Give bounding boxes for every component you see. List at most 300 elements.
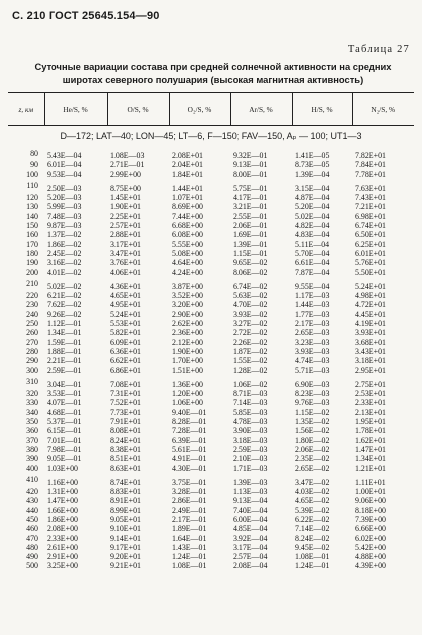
- table-row: [8, 240, 414, 249]
- cell-o2: 8.69E+00: [172, 202, 203, 212]
- cell-o2: 3.75E—01: [172, 477, 207, 487]
- cell-he: 2.61E+00: [47, 542, 78, 552]
- table-row: [8, 258, 414, 267]
- col-header-o: O/S, %: [107, 93, 169, 126]
- cell-o2: 4.64E+00: [172, 258, 203, 268]
- table-row: [8, 506, 414, 515]
- cell-he: 3.25E+00: [47, 561, 78, 571]
- cell-n2: 2.75E+01: [355, 379, 386, 389]
- cell-n2: 6.66E+00: [355, 524, 386, 534]
- cell-ar: 3.90E—03: [233, 426, 268, 436]
- cell-h: 5.70E—04: [295, 248, 330, 258]
- cell-o: 8.75E+00: [110, 183, 141, 193]
- cell-n2: 2.53E+01: [355, 389, 386, 399]
- cell-h: 6.22E—02: [295, 514, 330, 524]
- cell-altitude: 310: [26, 377, 38, 387]
- col-header-ar: Ar/S, %: [230, 93, 292, 126]
- cell-h: 5.11E—04: [295, 239, 330, 249]
- cell-o2: 1.89E—01: [172, 524, 207, 534]
- cell-o2: 2.62E+00: [172, 319, 203, 329]
- cell-ar: 3.18E—03: [233, 435, 268, 445]
- cell-h: 3.93E—03: [295, 346, 330, 356]
- cell-h: 8.73E—05: [295, 160, 330, 170]
- cell-he: 1.66E+00: [47, 505, 78, 515]
- cell-he: 6.15E—01: [47, 426, 82, 436]
- cell-o2: 1.51E+00: [172, 365, 203, 375]
- cell-o: 6.86E+01: [110, 365, 141, 375]
- cell-altitude: 420: [26, 487, 38, 497]
- cell-o: 1.90E+01: [110, 202, 141, 212]
- cell-o2: 2.12E+00: [172, 337, 203, 347]
- table-row: [8, 561, 414, 570]
- cell-o2: 1.64E—01: [172, 533, 207, 543]
- cell-altitude: 240: [26, 309, 38, 319]
- table-row: [8, 338, 414, 347]
- cell-o2: 1.70E+00: [172, 356, 203, 366]
- cell-o: 9.05E+01: [110, 514, 141, 524]
- table-row: [8, 408, 414, 417]
- cell-h: 8.24E—02: [295, 533, 330, 543]
- cell-o2: 3.20E+00: [172, 300, 203, 310]
- table-row: [8, 221, 414, 230]
- cell-he: 9.87E—03: [47, 221, 82, 231]
- cell-n2: 7.21E+01: [355, 202, 386, 212]
- cell-n2: 5.42E+00: [355, 542, 386, 552]
- cell-o: 7.31E+01: [110, 389, 141, 399]
- cell-o2: 2.49E—01: [172, 505, 207, 515]
- table-row: [8, 277, 414, 291]
- cell-ar: 1.06E—02: [233, 379, 268, 389]
- cell-n2: 7.63E+01: [355, 183, 386, 193]
- cell-ar: 3.92E—04: [233, 533, 268, 543]
- cell-n2: 6.25E+01: [355, 239, 386, 249]
- cell-o: 9.21E+01: [110, 561, 141, 571]
- cell-n2: 8.18E+00: [355, 505, 386, 515]
- cell-altitude: 200: [26, 267, 38, 277]
- cell-ar: 7.14E—03: [233, 398, 268, 408]
- cell-he: 1.37E—02: [47, 230, 82, 240]
- table-row: [8, 328, 414, 337]
- table-number: Таблица 27: [347, 44, 410, 55]
- cell-o: 4.65E+01: [110, 291, 141, 301]
- cell-ar: 2.26E—02: [233, 337, 268, 347]
- cell-o: 8.74E+01: [110, 477, 141, 487]
- cell-n2: 1.11E+01: [355, 477, 386, 487]
- cell-n2: 6.50E+01: [355, 230, 386, 240]
- cell-n2: 6.02E+00: [355, 533, 386, 543]
- cell-o2: 5.55E+00: [172, 239, 203, 249]
- cell-ar: 5.63E—02: [233, 291, 268, 301]
- table-row: [8, 464, 414, 473]
- table-row: [8, 543, 414, 552]
- cell-h: 5.71E—03: [295, 365, 330, 375]
- cell-altitude: 250: [26, 319, 38, 329]
- cell-o: 8.99E+01: [110, 505, 141, 515]
- cell-o: 4.06E+01: [110, 267, 141, 277]
- cell-o2: 3.52E+00: [172, 291, 203, 301]
- cell-he: 1.34E—01: [47, 328, 82, 338]
- cell-ar: 2.57E—04: [233, 552, 268, 562]
- cell-h: 5.02E—04: [295, 211, 330, 221]
- cell-o: 9.10E+01: [110, 524, 141, 534]
- table-row: [8, 212, 414, 221]
- cell-he: 4.68E—01: [47, 407, 82, 417]
- cell-he: 2.91E+00: [47, 552, 78, 562]
- cell-o2: 1.07E+01: [172, 193, 203, 203]
- cell-o: 8.38E+01: [110, 444, 141, 454]
- conditions-row: [8, 126, 414, 147]
- cell-o2: 2.36E+00: [172, 328, 203, 338]
- cell-he: 2.08E+00: [47, 524, 78, 534]
- cell-o2: 1.06E+00: [172, 398, 203, 408]
- cell-ar: 2.55E—01: [233, 211, 268, 221]
- cell-o: 8.24E+01: [110, 435, 141, 445]
- cell-o: 7.91E+01: [110, 417, 141, 427]
- table-row: [8, 473, 414, 487]
- table-row: [8, 417, 414, 426]
- cell-o2: 2.04E+01: [172, 160, 203, 170]
- cell-n2: 7.39E+00: [355, 514, 386, 524]
- cell-altitude: 190: [26, 258, 38, 268]
- cell-o2: 1.36E+00: [172, 379, 203, 389]
- cell-h: 1.24E—01: [295, 561, 330, 571]
- cell-h: 1.15E—02: [295, 407, 330, 417]
- table-row: [8, 230, 414, 239]
- cell-o: 9.17E+01: [110, 542, 141, 552]
- table-row: [8, 319, 414, 328]
- cell-ar: 1.71E—03: [233, 463, 268, 473]
- cell-h: 7.87E—04: [295, 267, 330, 277]
- cell-he: 4.01E—02: [47, 267, 82, 277]
- cell-o: 1.45E+01: [110, 193, 141, 203]
- cell-n2: 1.95E+01: [355, 417, 386, 427]
- cell-n2: 6.01E+01: [355, 248, 386, 258]
- table-row: [8, 534, 414, 543]
- table-row: [8, 170, 414, 179]
- table-row: [8, 347, 414, 356]
- cell-ar: 2.08E—04: [233, 561, 268, 571]
- cell-h: 9.45E—02: [295, 542, 330, 552]
- cell-he: 2.59E—01: [47, 365, 82, 375]
- cell-ar: 2.10E—03: [233, 454, 268, 464]
- cell-n2: 4.45E+01: [355, 309, 386, 319]
- cell-he: 2.33E+00: [47, 533, 78, 543]
- cell-o2: 4.91E—01: [172, 454, 207, 464]
- cell-ar: 1.87E—02: [233, 346, 268, 356]
- cell-ar: 3.21E—01: [233, 202, 268, 212]
- cell-altitude: 480: [26, 542, 38, 552]
- cell-he: 3.53E—01: [47, 389, 82, 399]
- cell-altitude: 90: [30, 160, 38, 170]
- cell-h: 5.39E—02: [295, 505, 330, 515]
- cell-o: 4.95E+01: [110, 300, 141, 310]
- table-row: [8, 375, 414, 389]
- cell-o: 2.88E+01: [110, 230, 141, 240]
- cell-ar: 2.59E—03: [233, 444, 268, 454]
- cell-o2: 5.08E+00: [172, 248, 203, 258]
- cell-h: 1.08E—01: [295, 552, 330, 562]
- cell-he: 2.21E—01: [47, 356, 82, 366]
- table-row: [8, 426, 414, 435]
- cell-h: 1.80E—02: [295, 435, 330, 445]
- cell-ar: 2.06E—01: [233, 221, 268, 231]
- cell-he: 6.01E—04: [47, 160, 82, 170]
- cell-o2: 1.08E—01: [172, 561, 207, 571]
- col-header-n2: N₂/S, %: [352, 93, 414, 126]
- cell-ar: 4.78E—03: [233, 417, 268, 427]
- cell-h: 6.90E—03: [295, 379, 330, 389]
- cell-o: 2.57E+01: [110, 221, 141, 231]
- cell-ar: 9.32E—01: [233, 151, 268, 160]
- cell-o: 3.17E+01: [110, 239, 141, 249]
- cell-altitude: 490: [26, 552, 38, 562]
- cell-altitude: 400: [26, 463, 38, 473]
- cell-o: 2.25E+01: [110, 211, 141, 221]
- cell-altitude: 160: [26, 230, 38, 240]
- cell-he: 3.04E—01: [47, 379, 82, 389]
- cell-n2: 6.98E+01: [355, 211, 386, 221]
- cell-altitude: 150: [26, 221, 38, 231]
- cell-ar: 1.55E—02: [233, 356, 268, 366]
- cell-o: 6.09E+01: [110, 337, 141, 347]
- cell-h: 2.17E—03: [295, 319, 330, 329]
- table-row: [8, 398, 414, 407]
- cell-n2: 5.76E+01: [355, 258, 386, 268]
- cell-o: 8.08E+01: [110, 426, 141, 436]
- cell-o2: 1.43E—01: [172, 542, 207, 552]
- cell-altitude: 290: [26, 356, 38, 366]
- cell-altitude: 180: [26, 248, 38, 258]
- cell-altitude: 280: [26, 346, 38, 356]
- cell-n2: 4.98E+01: [355, 291, 386, 301]
- cell-ar: 8.71E—03: [233, 389, 268, 399]
- cell-ar: 9.13E—01: [233, 160, 268, 170]
- cell-o: 7.73E+01: [110, 407, 141, 417]
- cell-he: 9.05E—01: [47, 454, 82, 464]
- cell-o: 6.36E+01: [110, 346, 141, 356]
- cell-n2: 1.00E+01: [355, 487, 386, 497]
- cell-altitude: 470: [26, 533, 38, 543]
- cell-altitude: 230: [26, 300, 38, 310]
- cell-h: 1.41E—05: [295, 151, 330, 160]
- table-row: [8, 454, 414, 463]
- cell-he: 1.03E+00: [47, 463, 78, 473]
- cell-o2: 4.24E+00: [172, 267, 203, 277]
- cell-ar: 1.28E—02: [233, 365, 268, 375]
- cell-altitude: 320: [26, 389, 38, 399]
- cell-o2: 1.24E—01: [172, 552, 207, 562]
- cell-he: 1.16E+00: [47, 477, 78, 487]
- cell-he: 5.02E—02: [47, 281, 82, 291]
- cell-o: 4.36E+01: [110, 281, 141, 291]
- table-row: [8, 300, 414, 309]
- cell-o: 8.83E+01: [110, 487, 141, 497]
- cell-altitude: 500: [26, 561, 38, 571]
- cell-ar: 3.93E—02: [233, 309, 268, 319]
- table-row: [8, 146, 414, 160]
- cell-altitude: 140: [26, 211, 38, 221]
- cell-o2: 6.08E+00: [172, 230, 203, 240]
- cell-altitude: 460: [26, 524, 38, 534]
- cell-n2: 1.62E+01: [355, 435, 386, 445]
- cell-o: 5.24E+01: [110, 309, 141, 319]
- cell-ar: 9.65E—02: [233, 258, 268, 268]
- cell-altitude: 410: [26, 475, 38, 485]
- cell-he: 1.59E—01: [47, 337, 82, 347]
- cell-he: 5.37E—01: [47, 417, 82, 427]
- cell-h: 9.55E—04: [295, 281, 330, 291]
- cell-h: 1.77E—03: [295, 309, 330, 319]
- cell-n2: 7.43E+01: [355, 193, 386, 203]
- cell-he: 1.86E+00: [47, 514, 78, 524]
- cell-o2: 4.30E—01: [172, 463, 207, 473]
- cell-altitude: 380: [26, 444, 38, 454]
- table-row: [8, 179, 414, 193]
- cell-ar: 1.69E—01: [233, 230, 268, 240]
- table-row: [8, 160, 414, 169]
- cell-he: 1.86E—02: [47, 239, 82, 249]
- cell-altitude: 330: [26, 398, 38, 408]
- table-row: [8, 487, 414, 496]
- table-row: [8, 515, 414, 524]
- col-header-altitude: z, км: [8, 93, 44, 126]
- cell-h: 3.15E—04: [295, 183, 330, 193]
- table-row: [8, 268, 414, 277]
- cell-altitude: 360: [26, 426, 38, 436]
- composition-table: [8, 92, 414, 571]
- cell-o: 2.71E—01: [110, 160, 145, 170]
- cell-ar: 1.39E—03: [233, 477, 268, 487]
- cell-ar: 1.13E—03: [233, 487, 268, 497]
- cell-o: 8.51E+01: [110, 454, 141, 464]
- cell-o: 2.99E+00: [110, 169, 141, 179]
- cell-ar: 1.39E—01: [233, 239, 268, 249]
- cell-n2: 5.24E+01: [355, 281, 386, 291]
- table-row: [8, 552, 414, 561]
- cell-he: 4.07E—01: [47, 398, 82, 408]
- cell-he: 7.98E—01: [47, 444, 82, 454]
- cell-h: 4.74E—03: [295, 356, 330, 366]
- cell-h: 2.35E—02: [295, 454, 330, 464]
- cell-h: 1.56E—02: [295, 426, 330, 436]
- cell-h: 3.23E—03: [295, 337, 330, 347]
- cell-n2: 2.95E+01: [355, 365, 386, 375]
- table-row: [8, 310, 414, 319]
- cell-altitude: 340: [26, 407, 38, 417]
- cell-h: 2.65E—02: [295, 463, 330, 473]
- cell-h: 4.03E—02: [295, 487, 330, 497]
- cell-h: 1.44E—03: [295, 300, 330, 310]
- cell-altitude: 370: [26, 435, 38, 445]
- cell-he: 7.62E—02: [47, 300, 82, 310]
- cell-h: 2.06E—02: [295, 444, 330, 454]
- cell-h: 4.87E—04: [295, 193, 330, 203]
- table-row: [8, 389, 414, 398]
- cell-n2: 4.19E+01: [355, 319, 386, 329]
- cell-he: 3.16E—02: [47, 258, 82, 268]
- cell-o2: 1.20E+00: [172, 389, 203, 399]
- cell-ar: 8.00E—01: [233, 169, 268, 179]
- cell-altitude: 100: [26, 169, 38, 179]
- cell-o2: 2.86E—01: [172, 496, 207, 506]
- cell-he: 7.01E—01: [47, 435, 82, 445]
- cell-ar: 6.74E—02: [233, 281, 268, 291]
- cell-altitude: 350: [26, 417, 38, 427]
- table-row: [8, 193, 414, 202]
- cell-n2: 1.34E+01: [355, 454, 386, 464]
- cell-o2: 7.44E+00: [172, 211, 203, 221]
- cell-o: 5.82E+01: [110, 328, 141, 338]
- cell-h: 6.61E—04: [295, 258, 330, 268]
- cell-n2: 1.47E+01: [355, 444, 386, 454]
- cell-o2: 2.90E+00: [172, 309, 203, 319]
- cell-h: 2.65E—03: [295, 328, 330, 338]
- table-row: [8, 249, 414, 258]
- cell-he: 1.31E+00: [47, 487, 78, 497]
- col-header-o2: O₂/S, %: [169, 93, 230, 126]
- cell-o: 3.76E+01: [110, 258, 141, 268]
- cell-altitude: 270: [26, 337, 38, 347]
- cell-altitude: 260: [26, 328, 38, 338]
- col-header-he: He/S, %: [44, 93, 107, 126]
- cell-ar: 4.17E—01: [233, 193, 268, 203]
- cell-ar: 3.17E—04: [233, 542, 268, 552]
- cell-n2: 3.18E+01: [355, 356, 386, 366]
- cell-altitude: 170: [26, 239, 38, 249]
- cell-n2: 7.78E+01: [355, 169, 386, 179]
- cell-he: 1.88E—01: [47, 346, 82, 356]
- cell-n2: 6.74E+01: [355, 221, 386, 231]
- cell-o2: 8.28E—01: [172, 417, 207, 427]
- table-row: [8, 202, 414, 211]
- col-header-h: H/S, %: [292, 93, 352, 126]
- cell-o2: 2.17E—01: [172, 514, 207, 524]
- cell-n2: 4.72E+01: [355, 300, 386, 310]
- table-row: [8, 524, 414, 533]
- cell-ar: 9.13E—04: [233, 496, 268, 506]
- cell-ar: 8.06E—02: [233, 267, 268, 277]
- cell-o2: 1.84E+01: [172, 169, 203, 179]
- cell-n2: 2.13E+01: [355, 407, 386, 417]
- cell-h: 3.47E—02: [295, 477, 330, 487]
- cell-n2: 1.78E+01: [355, 426, 386, 436]
- table-row: [8, 356, 414, 365]
- table-row: [8, 436, 414, 445]
- cell-altitude: 210: [26, 279, 38, 289]
- cell-n2: 3.43E+01: [355, 346, 386, 356]
- cell-o: 3.47E+01: [110, 248, 141, 258]
- cell-o2: 6.68E+00: [172, 221, 203, 231]
- table-row: [8, 366, 414, 375]
- cell-o2: 3.28E—01: [172, 487, 207, 497]
- cell-ar: 5.85E—03: [233, 407, 268, 417]
- cell-h: 1.39E—04: [295, 169, 330, 179]
- cell-n2: 7.82E+01: [355, 151, 386, 160]
- cell-ar: 4.85E—04: [233, 524, 268, 534]
- table-row: [8, 496, 414, 505]
- cell-ar: 7.40E—04: [233, 505, 268, 515]
- cell-h: 1.17E—03: [295, 291, 330, 301]
- cell-o2: 7.28E—01: [172, 426, 207, 436]
- cell-o2: 1.90E+00: [172, 346, 203, 356]
- cell-he: 7.48E—03: [47, 211, 82, 221]
- cell-n2: 3.93E+01: [355, 328, 386, 338]
- cell-ar: 2.72E—02: [233, 328, 268, 338]
- cell-o2: 1.44E+01: [172, 183, 203, 193]
- cell-he: 5.99E—03: [47, 202, 82, 212]
- cell-altitude: 450: [26, 514, 38, 524]
- cell-h: 4.83E—04: [295, 230, 330, 240]
